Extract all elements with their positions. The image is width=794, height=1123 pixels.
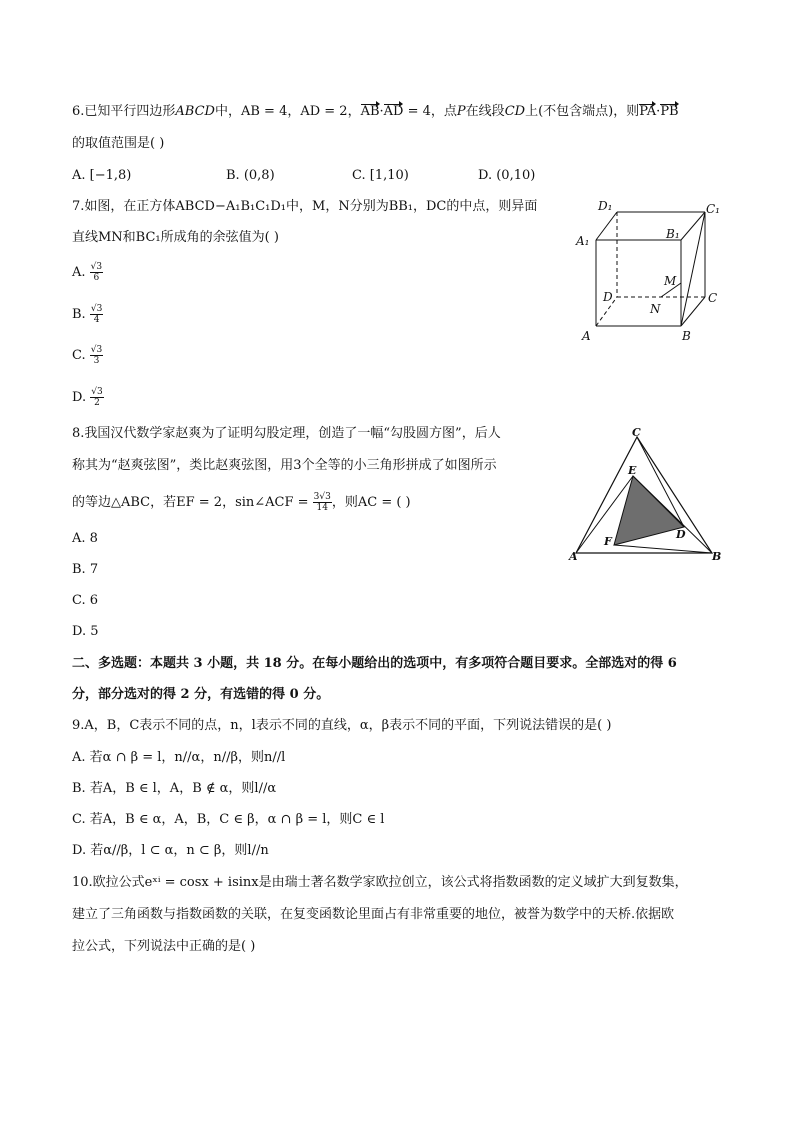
edge-bc xyxy=(681,297,705,326)
label-b1: B₁ xyxy=(666,227,680,241)
q6-abcd: ABCD xyxy=(175,104,215,119)
segment-bf xyxy=(614,545,712,553)
label-e: E xyxy=(628,464,637,477)
denominator: 6 xyxy=(93,273,100,283)
denominator: 4 xyxy=(93,315,100,325)
q7-option-a xyxy=(72,262,103,283)
q8-option-b: B. 7 xyxy=(72,562,99,577)
label-c: C xyxy=(632,426,641,439)
q7-option-c xyxy=(72,345,103,366)
label-a1: A₁ xyxy=(576,234,590,248)
q6-point-p: P xyxy=(456,104,466,119)
q6-option-b: B. (0,8) xyxy=(226,168,275,183)
edge-b1c1 xyxy=(681,212,705,240)
q8-text: ，则AC = ( ) xyxy=(331,495,411,510)
q10-stem-line1: 10.欧拉公式eˣⁱ = cosx + isinx是由瑞士著名数学家欧拉创立，该公式将指数函数的定义域扩大到复数集， xyxy=(72,875,688,890)
q6-option-d: D. (0,10) xyxy=(478,168,536,183)
q8-option-d: D. 5 xyxy=(72,624,99,639)
option-label: B. xyxy=(72,307,86,322)
q7-stem-line1: 7.如图，在正方体ABCD−A₁B₁C₁D₁中，M，N分别为BB₁，DC的中点，则异面 xyxy=(72,199,538,214)
label-d: D xyxy=(603,290,613,304)
q6-text: = 4，点 xyxy=(403,104,457,119)
label-f: F xyxy=(604,535,612,548)
q6-text: 在线段 xyxy=(465,104,505,119)
section-2-heading-line2: 分，部分选对的得 2 分，有选错的得 0 分。 xyxy=(72,687,330,702)
label-b: B xyxy=(682,329,691,343)
q10-stem-line2: 建立了三角函数与指数函数的关联，在复变函数论里面占有非常重要的地位，被誉为数学中的天桥.依据欧 xyxy=(72,907,675,922)
fraction xyxy=(313,492,332,513)
label-c1: C₁ xyxy=(706,202,720,216)
dot-operator: · xyxy=(656,104,661,119)
vector-pa: PA xyxy=(639,104,657,119)
q8-stem-line2: 称其为“赵爽弦图”，类比赵爽弦图，用3个全等的小三角形拼成了如图所示 xyxy=(72,458,497,473)
q7-option-d xyxy=(72,387,104,408)
q6-segment-cd: CD xyxy=(504,104,526,119)
numerator: √3 xyxy=(90,262,103,272)
numerator: √3 xyxy=(91,387,103,397)
q7-option-b xyxy=(72,304,103,325)
fraction xyxy=(90,345,103,366)
denominator: 14 xyxy=(316,503,328,513)
option-label: D. xyxy=(72,390,87,405)
q6-option-a: A. [−1,8) xyxy=(72,168,132,183)
segment-bc1 xyxy=(681,212,705,326)
q8-option-a: A. 8 xyxy=(72,531,98,546)
inner-shaded-triangle xyxy=(614,476,684,545)
q9-stem: 9.A，B，C表示不同的点，n，l表示不同的直线，α，β表示不同的平面，下列说法错误的是( ) xyxy=(72,718,612,733)
label-b: B xyxy=(712,550,722,563)
q9-option-d: D. 若α//β，l ⊂ α，n ⊂ β，则l//n xyxy=(72,843,269,858)
q9-option-c: C. 若A，B ∈ α，A，B，C ∈ β，α ∩ β = l，则C ∈ l xyxy=(72,812,385,827)
q6-text: 6.已知平行四边形 xyxy=(72,104,176,119)
fraction xyxy=(90,262,103,283)
q6-stem-line1 xyxy=(72,103,679,121)
numerator: √3 xyxy=(90,345,103,355)
label-m: M xyxy=(664,274,677,288)
vector-ad: AD xyxy=(383,104,404,119)
zhao-shuang-triangle-figure xyxy=(566,425,726,565)
q6-option-c: C. [1,10) xyxy=(352,168,409,183)
vector-ab: AB xyxy=(360,104,380,119)
numerator: √3 xyxy=(90,304,103,314)
option-label: C. xyxy=(72,348,86,363)
label-d: D xyxy=(676,528,686,541)
numerator: 3√3 xyxy=(313,492,331,502)
label-d1: D₁ xyxy=(598,199,613,213)
q6-text: 上(不包含端点)，则 xyxy=(525,104,640,119)
fraction xyxy=(90,304,103,325)
option-label: A. xyxy=(72,265,86,280)
q9-option-b: B. 若A，B ∈ l，A，B ∉ α，则l//α xyxy=(72,781,277,796)
label-c: C xyxy=(708,291,718,305)
fraction xyxy=(90,387,103,408)
q8-option-c: C. 6 xyxy=(72,593,99,608)
q8-stem-line3 xyxy=(72,492,411,513)
denominator: 2 xyxy=(94,398,100,408)
q9-option-a: A. 若α ∩ β = l，n//α，n//β，则n//l xyxy=(72,750,286,765)
q8-text: 的等边△ABC，若EF = 2，sin∠ACF = xyxy=(72,495,313,510)
dot-operator: · xyxy=(379,104,384,119)
q10-stem-line3: 拉公式，下列说法中正确的是( ) xyxy=(72,939,256,954)
label-a: A xyxy=(569,550,578,563)
q6-stem-line2: 的取值范围是( ) xyxy=(72,136,165,151)
label-a: A xyxy=(582,329,591,343)
denominator: 3 xyxy=(93,356,100,366)
q8-stem-line1: 8.我国汉代数学家赵爽为了证明勾股定理，创造了一幅“勾股圆方图”，后人 xyxy=(72,426,501,441)
section-2-heading-line1: 二、多选题：本题共 3 小题，共 18 分。在每小题给出的选项中，有多项符合题目要求。全部选对的得 6 xyxy=(72,656,677,671)
vector-pb: PB xyxy=(660,104,679,119)
q7-stem-line2: 直线MN和BC₁所成角的余弦值为( ) xyxy=(72,230,279,245)
cube-figure xyxy=(570,195,730,350)
q6-text: 中，AB = 4，AD = 2， xyxy=(214,104,361,119)
label-n: N xyxy=(650,302,661,316)
edge-a1d1 xyxy=(596,212,617,240)
